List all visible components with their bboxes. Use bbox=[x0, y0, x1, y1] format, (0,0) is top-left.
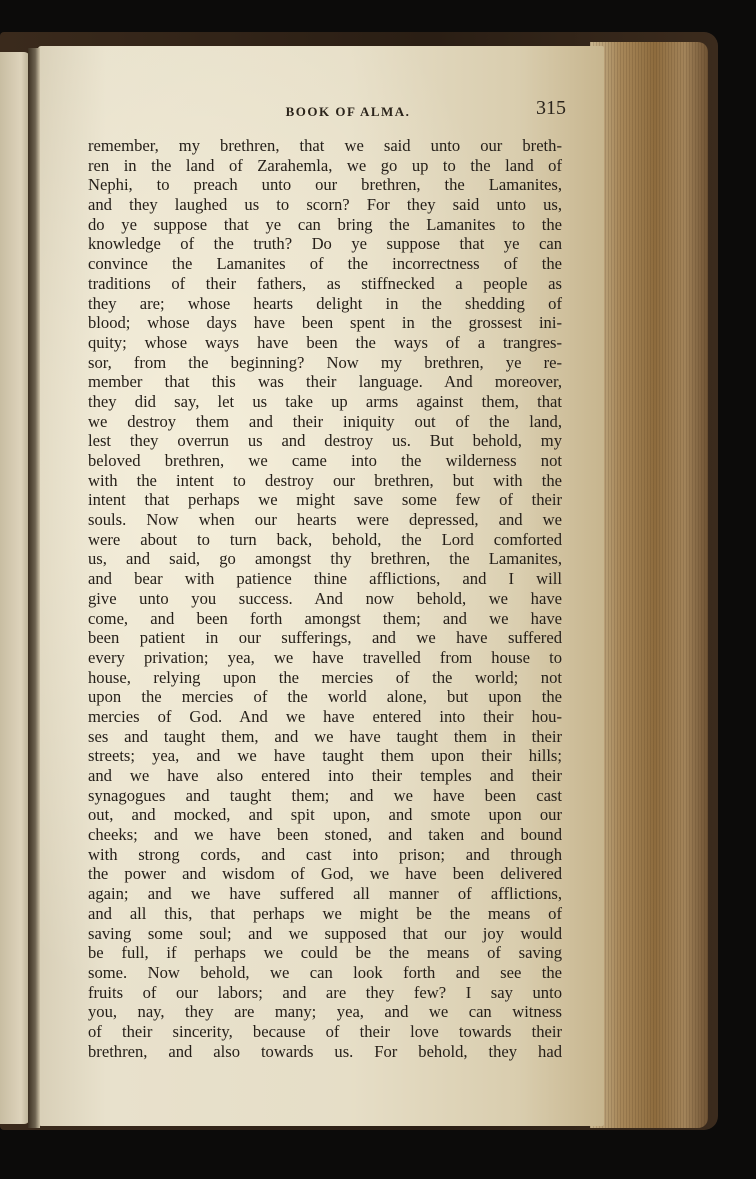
text-line: they are; whose hearts delight in the shedding of bbox=[88, 293, 562, 313]
page-fore-edge bbox=[590, 42, 708, 1128]
text-line: synagogues and taught them; and we have been cast bbox=[88, 785, 562, 805]
left-facing-page bbox=[0, 52, 30, 1124]
text-line: saving some soul; and we supposed that our joy would bbox=[88, 923, 562, 943]
text-line: of their sincerity, because of their love towards their bbox=[88, 1021, 562, 1041]
text-line: out, and mocked, and spit upon, and smote upon our bbox=[88, 805, 562, 825]
text-line: and we have also entered into their temples and their bbox=[88, 766, 562, 785]
text-line: and bear with patience thine afflictions, and I will bbox=[88, 569, 562, 589]
text-line: do ye suppose that ye can bring the Lamanites to the bbox=[88, 214, 562, 234]
text-line: with strong cords, and cast into prison; and through bbox=[88, 844, 562, 864]
text-line: mercies of God. And we have entered into their hou- bbox=[88, 706, 562, 726]
text-line: intent that perhaps we might save some few of their bbox=[88, 490, 562, 510]
text-line: ren in the land of Zarahemla, we go up to the land of bbox=[88, 155, 562, 175]
text-line: blood; whose days have been spent in the grossest ini- bbox=[88, 313, 562, 333]
text-line: they did say, let us take up arms against them, that bbox=[88, 391, 562, 411]
text-line: beloved brethren, we came into the wilderness not bbox=[88, 451, 562, 470]
text-line: ses and taught them, and we have taught them in their bbox=[88, 726, 562, 746]
text-line: streets; yea, and we have taught them upon their hills; bbox=[88, 746, 562, 766]
book-gutter bbox=[28, 48, 40, 1128]
text-line: were about to turn back, behold, the Lord comforted bbox=[88, 529, 562, 549]
text-line: house, relying upon the mercies of the world; not bbox=[88, 667, 562, 687]
text-line: come, and been forth amongst them; and we have bbox=[88, 608, 562, 628]
text-line: knowledge of the truth? Do ye suppose that ye can bbox=[88, 234, 562, 254]
text-line: quity; whose ways have been the ways of a trangres- bbox=[88, 332, 562, 352]
text-line: convince the Lamanites of the incorrectness of the bbox=[88, 254, 562, 274]
text-line: you, nay, they are many; yea, and we can witness bbox=[88, 1002, 562, 1022]
text-line: fruits of our labors; and are they few? I say unto bbox=[88, 982, 562, 1002]
text-line: brethren, and also towards us. For behold, they had bbox=[88, 1041, 562, 1061]
text-line: remember, my brethren, that we said unto our breth- bbox=[88, 136, 562, 155]
text-line: us, and said, go amongst thy brethren, the Lamanites, bbox=[88, 549, 562, 569]
text-line: give unto you success. And now behold, we have bbox=[88, 588, 562, 608]
text-line: some. Now behold, we can look forth and see the bbox=[88, 962, 562, 982]
text-line: the power and wisdom of God, we have been delivered bbox=[88, 864, 562, 884]
text-line: upon the mercies of the world alone, but upon the bbox=[88, 687, 562, 707]
text-line: traditions of their fathers, as stiffnecked a people as bbox=[88, 273, 562, 293]
text-line: Nephi, to preach unto our brethren, the Lamanites, bbox=[88, 175, 562, 195]
text-line: cheeks; and we have been stoned, and taken and bound bbox=[88, 825, 562, 845]
book-page bbox=[38, 46, 604, 1126]
text-line: every privation; yea, we have travelled from house to bbox=[88, 647, 562, 667]
text-line: again; and we have suffered all manner of afflictions, bbox=[88, 884, 562, 904]
text-line: we destroy them and their iniquity out of the land, bbox=[88, 411, 562, 431]
page-number: 315 bbox=[536, 97, 566, 119]
text-line: with the intent to destroy our brethren, but with the bbox=[88, 470, 562, 490]
text-line: sor, from the beginning? Now my brethren, ye re- bbox=[88, 352, 562, 372]
text-line: been patient in our sufferings, and we have suffered bbox=[88, 628, 562, 648]
text-line: be full, if perhaps we could be the means of saving bbox=[88, 943, 562, 963]
text-line: and they laughed us to scorn? For they said unto us, bbox=[88, 195, 562, 215]
text-line: and all this, that perhaps we might be the means of bbox=[88, 903, 562, 923]
page-body-text bbox=[88, 136, 562, 1061]
text-line: member that this was their language. And moreover, bbox=[88, 372, 562, 392]
running-head: BOOK OF ALMA. bbox=[285, 104, 411, 119]
text-line: souls. Now when our hearts were depressed, and we bbox=[88, 510, 562, 530]
text-line: lest they overrun us and destroy us. But behold, my bbox=[88, 431, 562, 451]
